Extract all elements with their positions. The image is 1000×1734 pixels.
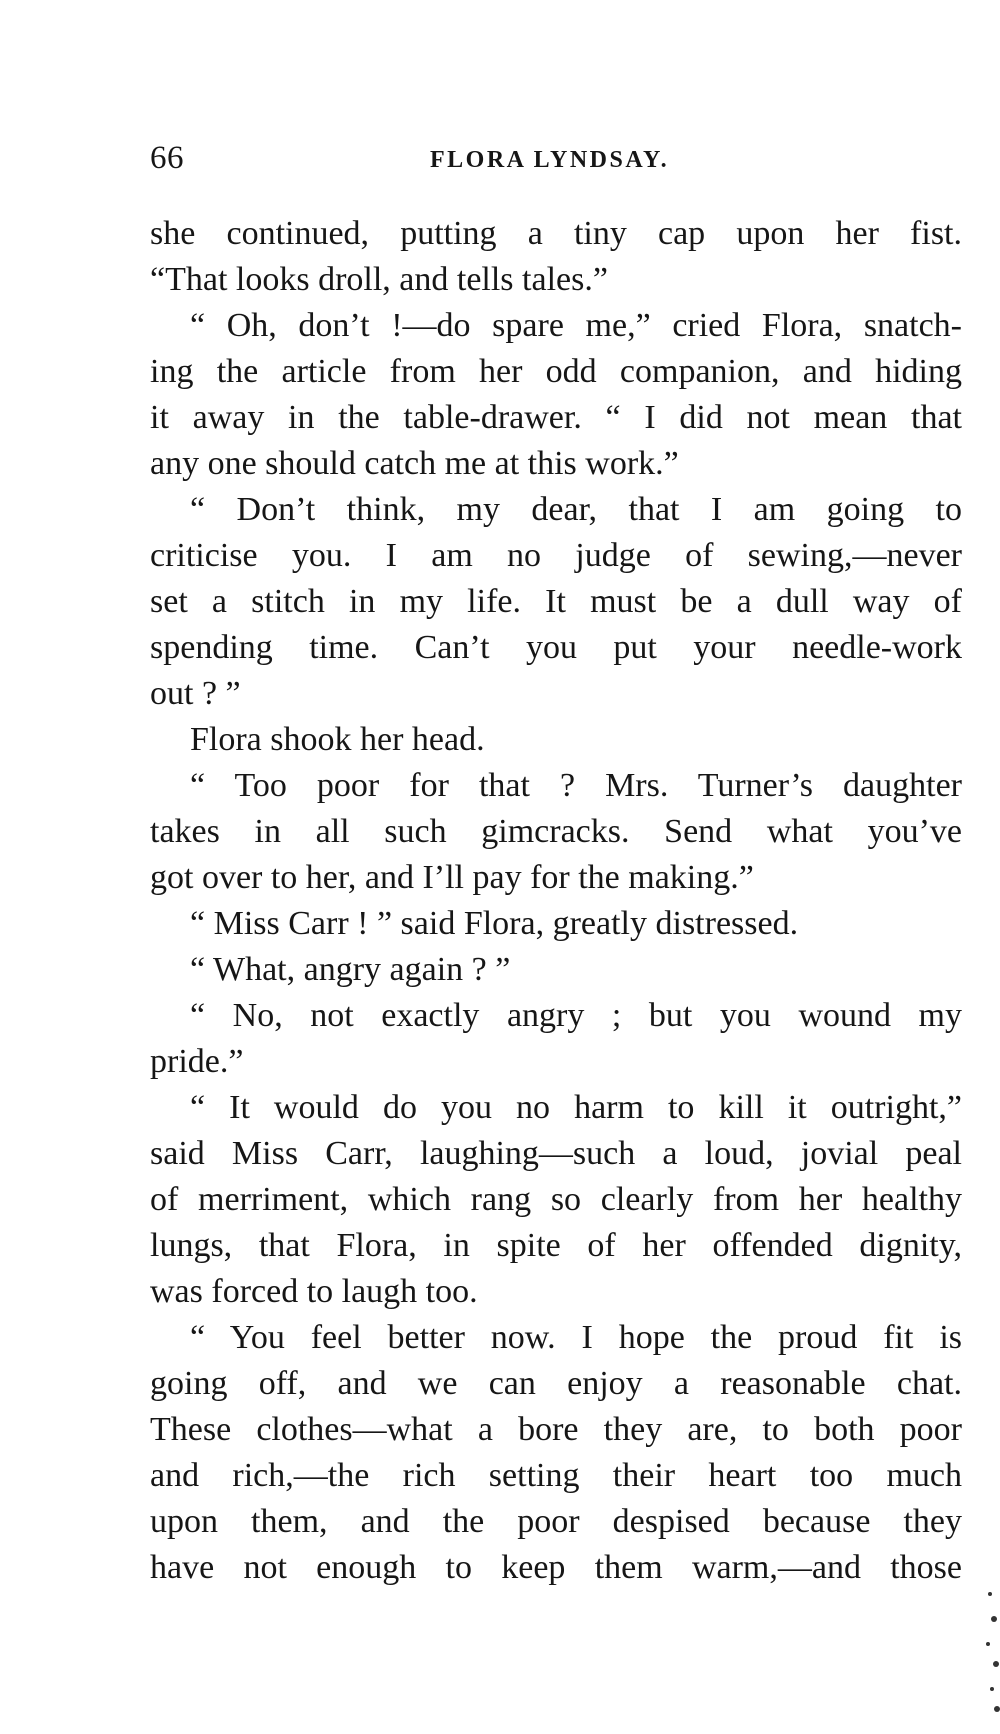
text-line: upon them, and the poor despised because they	[150, 1503, 962, 1540]
text-line: Flora shook her head.	[190, 721, 485, 758]
text-line: “ You feel better now. I hope the proud fit is	[190, 1319, 962, 1356]
text-line: was forced to laugh too.	[150, 1273, 478, 1310]
text-line: said Miss Carr, laughing—such a loud, jovial peal	[150, 1135, 962, 1172]
text-line: any one should catch me at this work.”	[150, 445, 679, 482]
text-line: going off, and we can enjoy a reasonable chat.	[150, 1365, 962, 1402]
text-line: and rich,—the rich setting their heart too much	[150, 1457, 962, 1494]
text-line: “ Miss Carr ! ” said Flora, greatly distressed.	[190, 905, 799, 942]
body-text	[150, 211, 962, 1591]
text-line: criticise you. I am no judge of sewing,—never	[150, 537, 962, 574]
text-line: takes in all such gimcracks. Send what you’ve	[150, 813, 962, 850]
text-line: pride.”	[150, 1043, 244, 1080]
page-header	[150, 138, 962, 178]
text-line: lungs, that Flora, in spite of her offended dignity,	[150, 1227, 962, 1264]
text-line: got over to her, and I’ll pay for the making.”	[150, 859, 754, 896]
text-line: have not enough to keep them warm,—and those	[150, 1549, 962, 1586]
text-line: “ Don’t think, my dear, that I am going to	[190, 491, 962, 528]
text-line: it away in the table-drawer. “ I did not mean that	[150, 399, 962, 436]
text-line: “ No, not exactly angry ; but you wound my	[190, 997, 962, 1034]
text-line: “ Too poor for that ? Mrs. Turner’s daughter	[190, 767, 962, 804]
text-line: “ What, angry again ? ”	[190, 951, 511, 988]
text-line: These clothes—what a bore they are, to both poor	[150, 1411, 962, 1448]
text-line: she continued, putting a tiny cap upon her fist.	[150, 215, 962, 252]
text-line: “ It would do you no harm to kill it outright,”	[190, 1089, 962, 1126]
text-line: “ Oh, don’t !—do spare me,” cried Flora, snatch-	[190, 307, 962, 344]
running-title: FLORA LYNDSAY.	[430, 147, 670, 173]
page-number: 66	[150, 140, 184, 176]
text-line: set a stitch in my life. It must be a dull way of	[150, 583, 962, 620]
text-line: “That looks droll, and tells tales.”	[150, 261, 608, 298]
text-line: of merriment, which rang so clearly from her healthy	[150, 1181, 962, 1218]
text-line: spending time. Can’t you put your needle-work	[150, 629, 962, 666]
page-edge-specks	[960, 1564, 1000, 1734]
text-line: out ? ”	[150, 675, 241, 712]
text-line: ing the article from her odd companion, and hiding	[150, 353, 962, 390]
